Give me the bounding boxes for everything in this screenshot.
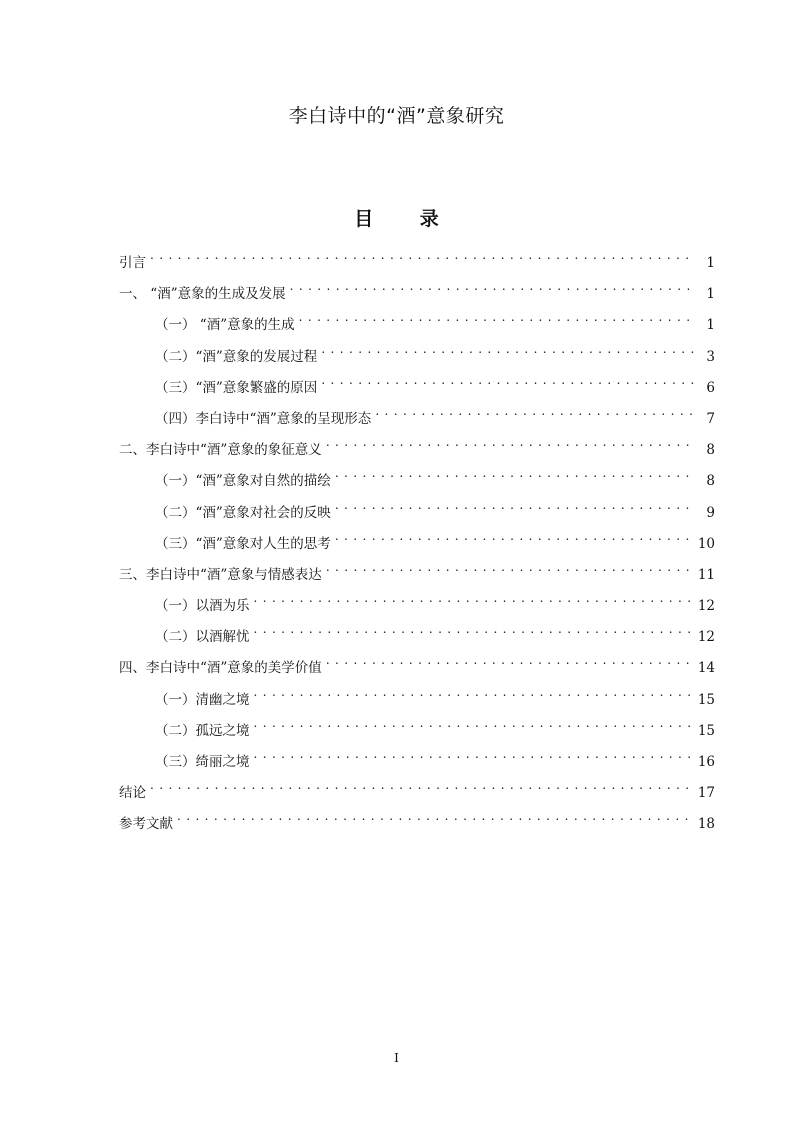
toc-page-number: 10: [697, 535, 715, 552]
toc-entry[interactable]: [119, 586, 715, 617]
toc-page-number: 17: [697, 785, 715, 802]
dot-leader: [321, 368, 695, 392]
toc-page-number: 16: [697, 754, 715, 770]
toc-entry[interactable]: [119, 773, 715, 804]
toc-entry[interactable]: [119, 368, 715, 399]
toc-page-number: 3: [706, 348, 715, 365]
dot-leader: [321, 337, 695, 361]
toc-page-number: 1: [706, 286, 715, 303]
dot-leader: [326, 555, 692, 579]
toc-page-number: 11: [697, 566, 715, 583]
toc-entry[interactable]: [119, 617, 715, 648]
toc-page-number: 1: [706, 255, 715, 271]
toc-page-number: 12: [697, 629, 715, 646]
dot-leader: [254, 742, 692, 766]
toc-entry-title: 二、李白诗中“酒”意象的象征意义: [119, 442, 322, 459]
dot-leader: [290, 274, 695, 298]
dot-leader: [150, 773, 692, 797]
toc-entry[interactable]: [119, 430, 715, 461]
toc-page-number: 9: [706, 504, 715, 521]
toc-heading: 目 录: [354, 208, 459, 230]
toc-page-number: 18: [697, 816, 715, 833]
toc-page-number: 1: [706, 317, 715, 334]
dot-leader: [299, 305, 695, 329]
toc-entry-title: （一）“酒”意象对自然的描绘: [155, 473, 331, 490]
toc-entry-title: （二）以酒解忧: [155, 629, 250, 646]
toc-entry[interactable]: [119, 804, 715, 835]
toc-page-number: 7: [706, 410, 715, 427]
toc-entry-title: （三）“酒”意象繁盛的原因: [155, 379, 318, 396]
dot-leader: [335, 461, 695, 485]
toc-page-number: 8: [706, 442, 715, 459]
toc-entry[interactable]: [119, 243, 715, 274]
toc-entry-title: （二）“酒”意象的发展过程: [155, 348, 318, 365]
toc-entry[interactable]: [119, 711, 715, 742]
toc-entry[interactable]: [119, 555, 715, 586]
toc-entry-title: （三）“酒”意象对人生的思考: [155, 535, 331, 552]
toc-entry[interactable]: [119, 680, 715, 711]
toc-entry[interactable]: [119, 493, 715, 524]
toc-entry[interactable]: [119, 399, 715, 430]
toc-page-number: 14: [697, 660, 715, 677]
toc-page-number: 6: [706, 379, 715, 396]
dot-leader: [254, 680, 692, 704]
toc-entry-title: 参考文献: [119, 816, 173, 833]
dot-leader: [326, 430, 695, 454]
toc-entry[interactable]: [119, 461, 715, 492]
document-title: 李白诗中的“酒”意象研究: [288, 105, 505, 127]
toc-entry[interactable]: [119, 742, 715, 773]
dot-leader: [254, 711, 692, 735]
toc-entry-title: （三）绮丽之境: [155, 754, 250, 770]
dot-leader: [254, 586, 692, 610]
page-number-footer: I: [394, 1051, 399, 1065]
toc-entry[interactable]: [119, 648, 715, 679]
toc-page-number: 15: [697, 722, 715, 739]
toc-entry-title: 四、李白诗中“酒”意象的美学价值: [119, 660, 322, 677]
dot-leader: [375, 399, 695, 423]
toc-entry-title: 三、李白诗中“酒”意象与情感表达: [119, 566, 322, 583]
toc-entry-title: （一）清幽之境: [155, 691, 250, 708]
toc-entry[interactable]: [119, 274, 715, 305]
toc-entry-title: （四）李白诗中“酒”意象的呈现形态: [155, 410, 372, 427]
dot-leader: [150, 243, 695, 267]
toc-page-number: 8: [706, 473, 715, 490]
toc-entry-title: （二）孤远之境: [155, 722, 250, 739]
toc-entry-title: 结论: [119, 785, 146, 802]
toc-entry-title: （二）“酒”意象对社会的反映: [155, 504, 331, 521]
toc-entry[interactable]: [119, 337, 715, 368]
toc-page-number: 15: [697, 691, 715, 708]
table-of-contents: [119, 243, 715, 836]
toc-entry-title: （一） “酒”意象的生成: [155, 317, 295, 334]
toc-entry-title: （一）以酒为乐: [155, 598, 250, 615]
dot-leader: [254, 617, 692, 641]
toc-entry-title: 一、 “酒”意象的生成及发展: [119, 286, 286, 303]
dot-leader: [326, 648, 692, 672]
toc-entry[interactable]: [119, 524, 715, 555]
dot-leader: [335, 524, 692, 548]
toc-entry-title: 引言: [119, 255, 146, 271]
toc-entry[interactable]: [119, 305, 715, 336]
dot-leader: [177, 804, 692, 828]
toc-page-number: 12: [697, 598, 715, 615]
dot-leader: [335, 493, 695, 517]
